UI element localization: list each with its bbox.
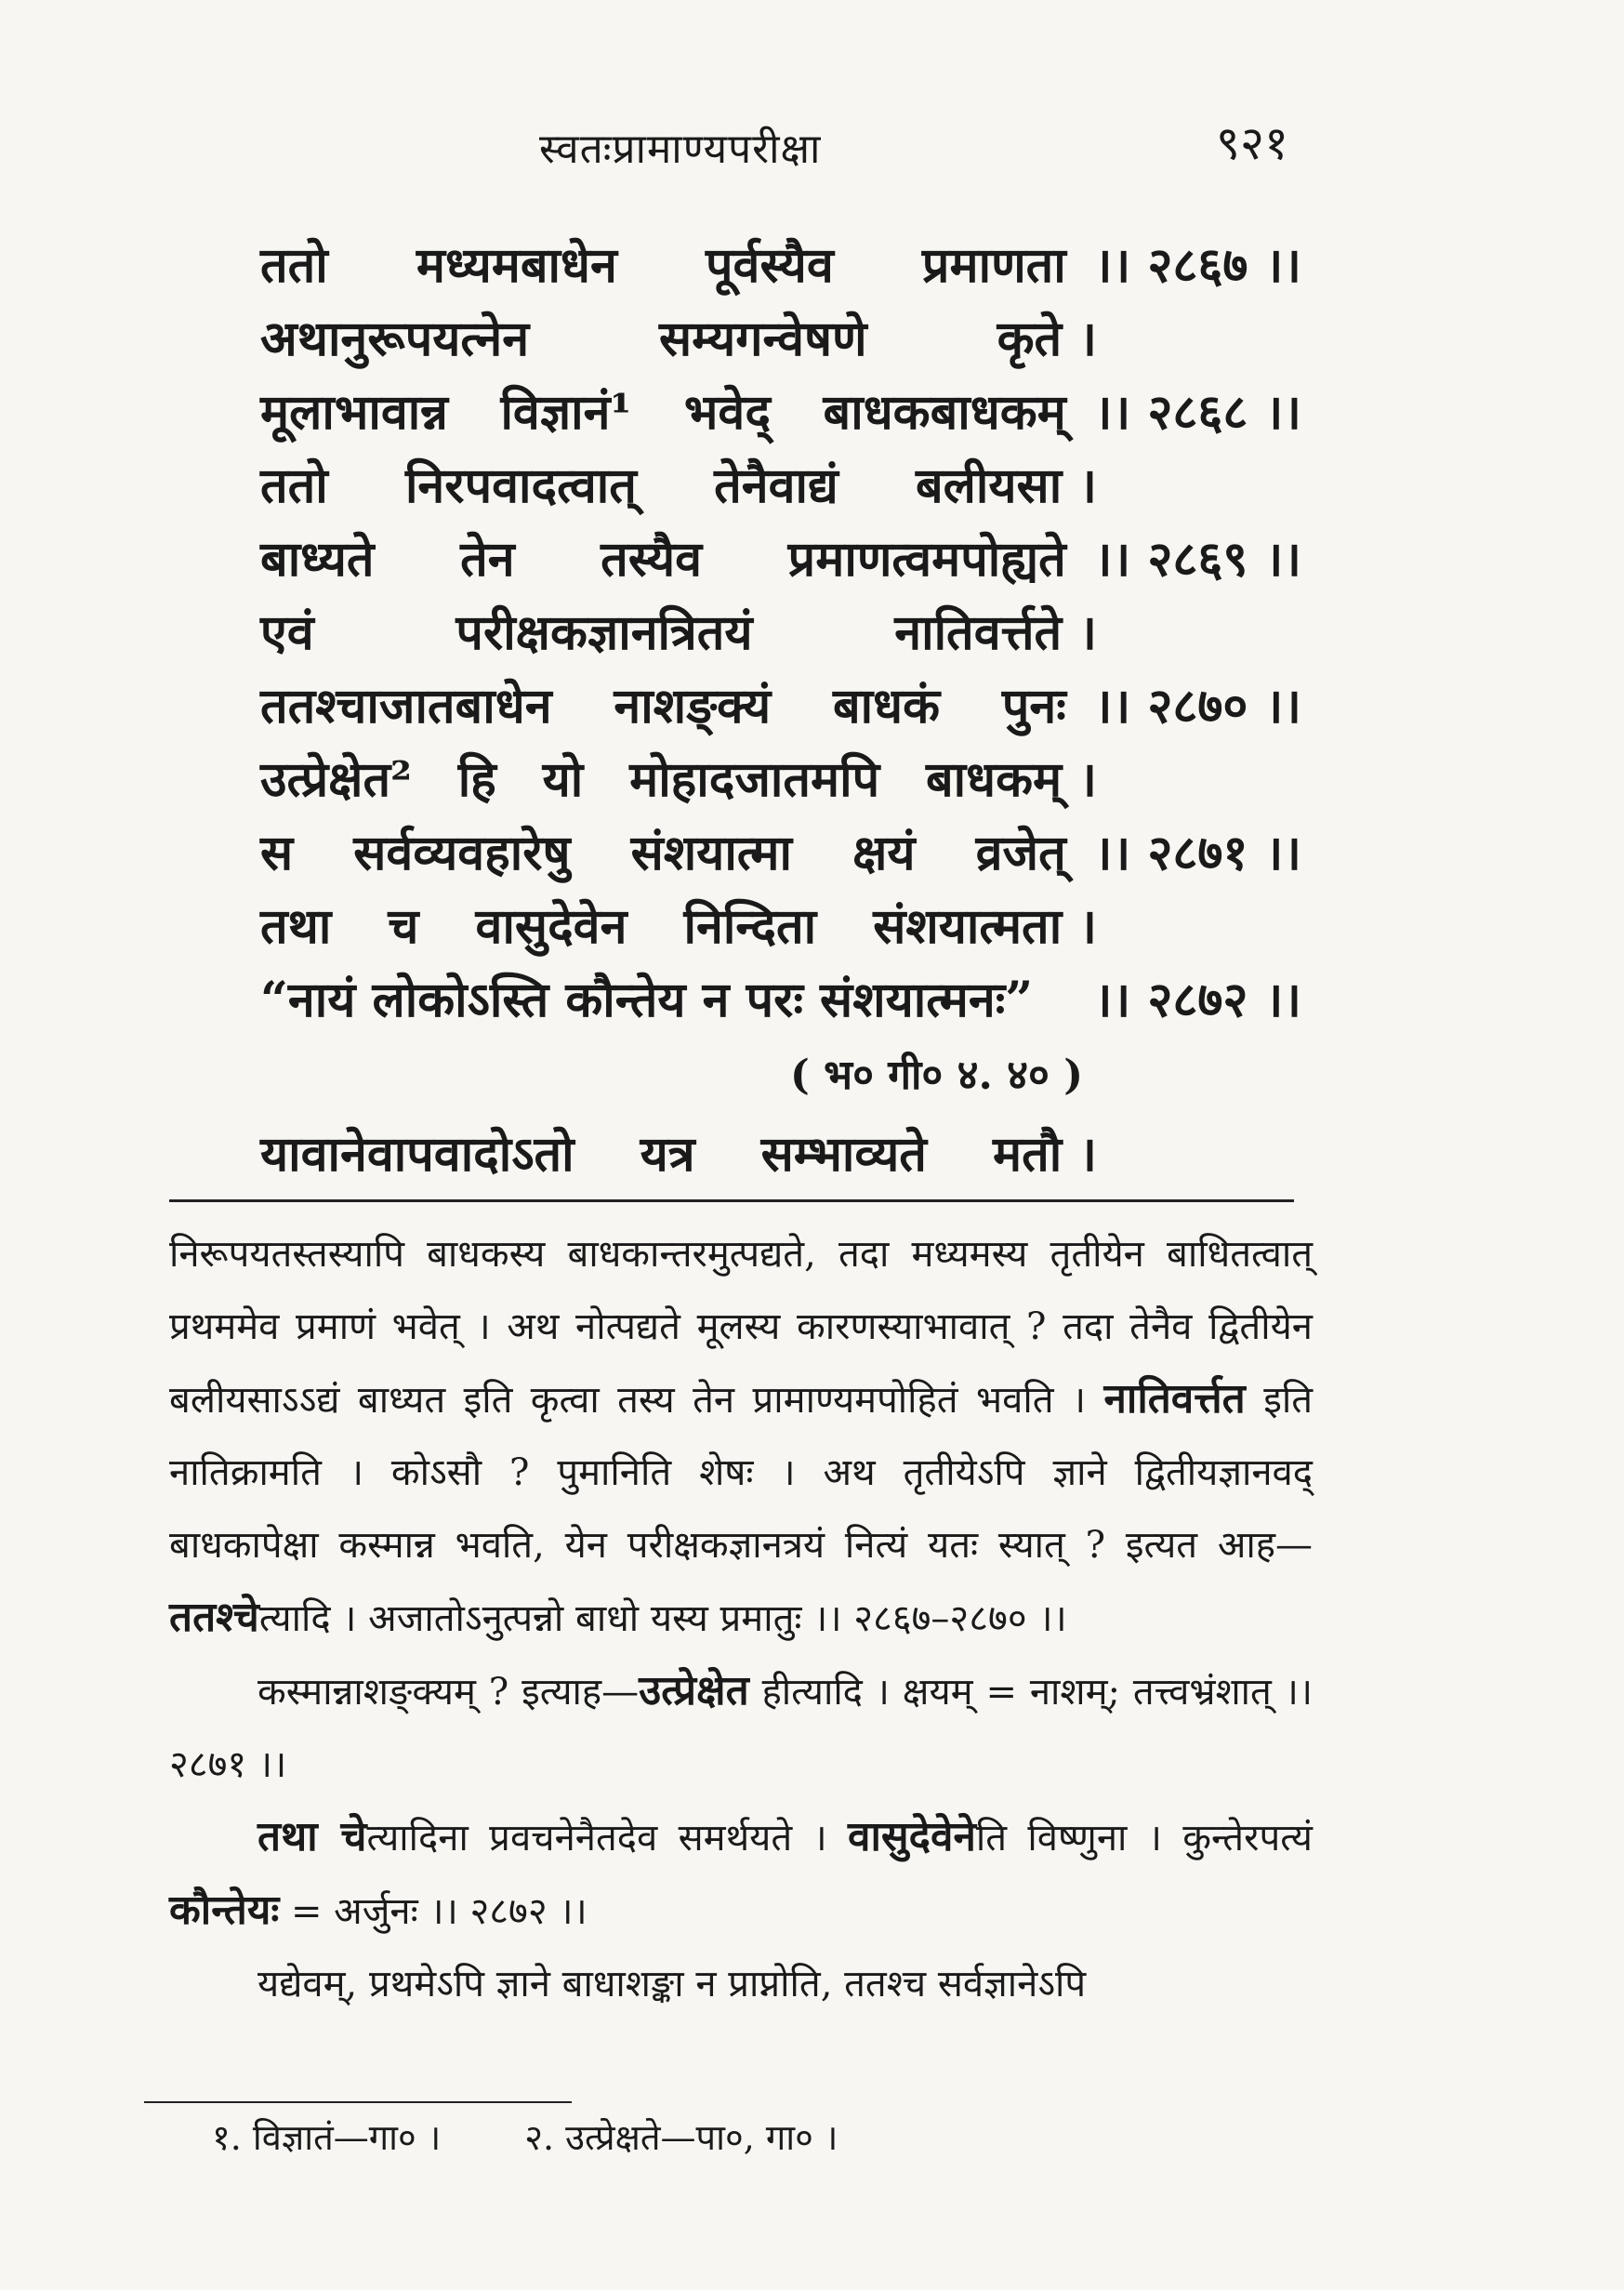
verse-line: ततो निरपवादत्वात् तेनैवाद्यं बलीयसा । bbox=[260, 457, 1097, 514]
commentary-paragraph: कस्मान्नाशङ्क्यम् ? इत्याह—उत्प्रेक्षेत हीत्यादि । क्षयम् = नाशम्; तत्त्वभ्रंशात् ।। २८७१ ।। bbox=[169, 1667, 1314, 1786]
verse-number: ।। २८६९ ।। bbox=[1093, 531, 1301, 588]
verse-number: ।। २८६८ ।। bbox=[1093, 384, 1301, 441]
gita-citation: ( भ० गी० ४. ४० ) bbox=[790, 1052, 1084, 1099]
verse-line: बाध्यते तेन तस्यैव प्रमाणत्वमपोह्यते ।। २८६९ ।। bbox=[260, 524, 1301, 598]
commentary-paragraph: तथा चेत्यादिना प्रवचनेनैतदेव समर्थयते । वासुदेवेनेति विष्णुना । कुन्तेरपत्यं कौन्तेयः = अर्जुनः ।। २८७२ ।। bbox=[169, 1813, 1313, 1934]
verse-line: एवं परीक्षकज्ञानत्रितयं नातिवर्त्तते । bbox=[260, 604, 1097, 661]
footnotes bbox=[212, 2112, 838, 2161]
commentary-block bbox=[169, 1218, 1313, 2020]
verse-number: ।। २८७० ।। bbox=[1093, 678, 1301, 735]
footnote-2: २. उत्प्रेक्षते—पा०, गा० । bbox=[524, 2117, 838, 2158]
commentary-paragraph: निरूपयतस्तस्यापि बाधकस्य बाधकान्तरमुत्पद्यते, तदा मध्यमस्य तृतीयेन बाधितत्वात् प्रथममेव प्रमाणं भवेत् । अथ नोत्पद्यते मूलस्य कारणस्याभावात् ? तदा तेनैव द्वितीयेन बलीयसाऽऽद्यं बाध्यत इति कृत्वा तस्य तेन प्रामाण्यमपोहितं भवति । नातिवर्त्तत इति नातिक्रामति । कोऽसौ ? पुमानिति शेषः । अथ तृतीयेऽपि ज्ञाने द्वितीयज्ञानवद् बाधकापेक्षा कस्मान्न भवति, येन परीक्षकज्ञानत्रयं नित्यं यतः स्यात् ? इत्यत आह—ततश्चेत्यादि । अजातोऽनुत्पन्नो बाधो यस्य प्रमातुः ।। २८६७–२८७० ।। bbox=[169, 1233, 1314, 1641]
commentary-paragraph: यद्येवम्, प्रथमेऽपि ज्ञाने बाधाशङ्का न प्राप्नोति, ततश्च सर्वज्ञानेऽपि bbox=[257, 1963, 1087, 2005]
verse-line: मूलाभावान्न विज्ञानं¹ भवेद् बाधकबाधकम् ।। २८६८ ।। bbox=[260, 377, 1301, 451]
footnote-1: १. विज्ञातं—गा० । bbox=[212, 2117, 442, 2158]
verse-number: ।। २८६७ ।। bbox=[1093, 237, 1301, 294]
verse-line: तथा च वासुदेवेन निन्दिता संशयात्मता । bbox=[260, 898, 1097, 955]
verse-line: स सर्वव्यवहारेषु संशयात्मा क्षयं व्रजेत् ।। २८७१ ।। bbox=[260, 818, 1301, 892]
verse-line: अथानुरूपयत्नेन सम्यगन्वेषणे कृते । bbox=[260, 311, 1097, 367]
verse-block bbox=[260, 231, 1301, 1039]
verse-number: ।। २८७२ ।। bbox=[1093, 972, 1301, 1028]
divider-rule bbox=[169, 1199, 1294, 1202]
verse-line: ततश्चाजातबाधेन नाशङ्क्यं बाधकं पुनः ।। २८७० ।। bbox=[260, 671, 1301, 745]
verse-line: यावानेवापवादोऽतो यत्र सम्भाव्यते मतौ । bbox=[260, 1126, 1097, 1183]
running-header-title: स्वतःप्रामाण्यपरीक्षा bbox=[539, 126, 822, 173]
footnote-rule bbox=[144, 2101, 572, 2103]
verse-line: उत्प्रेक्षेत² हि यो मोहादजातमपि बाधकम् । bbox=[260, 751, 1097, 808]
verse-line: “नायं लोकोऽस्ति कौन्तेय न परः संशयात्मनः” ।। २८७२ ।। bbox=[260, 965, 1301, 1039]
page-number: ९२१ bbox=[1216, 116, 1288, 170]
verse-number: ।। २८७१ ।। bbox=[1093, 825, 1301, 881]
verse-line: ततो मध्यमबाधेन पूर्वस्यैव प्रमाणता ।। २८६७ ।। bbox=[260, 231, 1301, 304]
